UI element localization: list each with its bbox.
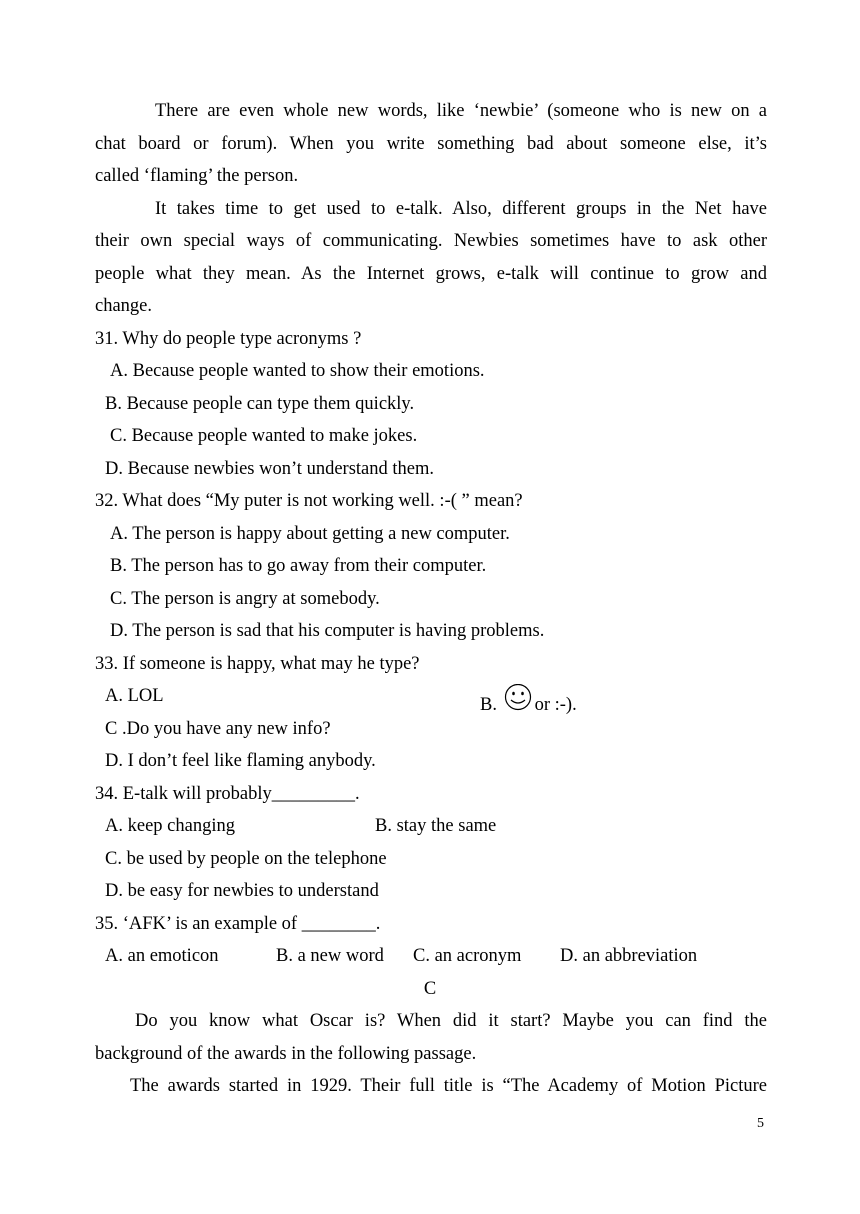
smiley-face-icon: [502, 684, 534, 714]
section-heading: C: [423, 979, 437, 999]
option-d: D. be easy for newbies to understand: [105, 881, 379, 901]
option-d: D. The person is sad that his computer is having problems.: [110, 621, 545, 641]
paragraph-line: There are even whole new words, like ‘newbie’ (someone who is new on a: [155, 101, 767, 121]
question-stem: 32. What does “My puter is not working well. :-( ” mean?: [95, 491, 523, 511]
option-a: A. LOL: [105, 686, 164, 706]
option-a: A. The person is happy about getting a new computer.: [110, 524, 510, 544]
paragraph-line: people what they mean. As the Internet grows, e-talk will continue to grow and: [95, 264, 767, 284]
paragraph-line: Do you know what Oscar is? When did it start? Maybe you can find the: [135, 1011, 767, 1031]
option-d: D. I don’t feel like flaming anybody.: [105, 751, 376, 771]
paragraph-line: called ‘flaming’ the person.: [95, 166, 299, 186]
option-a: A. Because people wanted to show their emotions.: [110, 361, 485, 381]
paragraph-line: their own special ways of communicating. Newbies sometimes have to ask other: [95, 231, 767, 251]
option-b-label: B.: [480, 695, 497, 715]
option-d: D. Because newbies won’t understand them.: [105, 459, 434, 479]
question-stem: 35. ‘AFK’ is an example of ________.: [95, 914, 381, 934]
paragraph-line: chat board or forum). When you write something bad about someone else, it’s: [95, 134, 767, 154]
option-c: C. Because people wanted to make jokes.: [110, 426, 418, 446]
option-b: [480, 684, 577, 717]
option-c: C. an acronym: [413, 946, 522, 966]
paragraph-line: background of the awards in the following passage.: [95, 1044, 477, 1064]
option-c: C .Do you have any new info?: [105, 719, 331, 739]
question-stem: 31. Why do people type acronyms ?: [95, 329, 362, 349]
option-d: D. an abbreviation: [560, 946, 698, 966]
option-c: C. be used by people on the telephone: [105, 849, 387, 869]
paragraph-line: The awards started in 1929. Their full title is “The Academy of Motion Picture: [130, 1076, 767, 1096]
question-stem: 33. If someone is happy, what may he type?: [95, 654, 420, 674]
option-b: B. a new word: [276, 946, 384, 966]
option-b: B. stay the same: [375, 816, 497, 836]
page-number: 5: [757, 1116, 764, 1131]
question-stem: 34. E-talk will probably_________.: [95, 784, 360, 804]
option-b: B. The person has to go away from their computer.: [110, 556, 487, 576]
option-c: C. The person is angry at somebody.: [110, 589, 380, 609]
option-a: A. an emoticon: [105, 946, 219, 966]
paragraph-line: It takes time to get used to e-talk. Also, different groups in the Net have: [155, 199, 767, 219]
option-a: A. keep changing: [105, 816, 235, 836]
option-b: B. Because people can type them quickly.: [105, 394, 415, 414]
paragraph-line: change.: [95, 296, 153, 316]
option-b-text: or :-).: [534, 695, 577, 715]
